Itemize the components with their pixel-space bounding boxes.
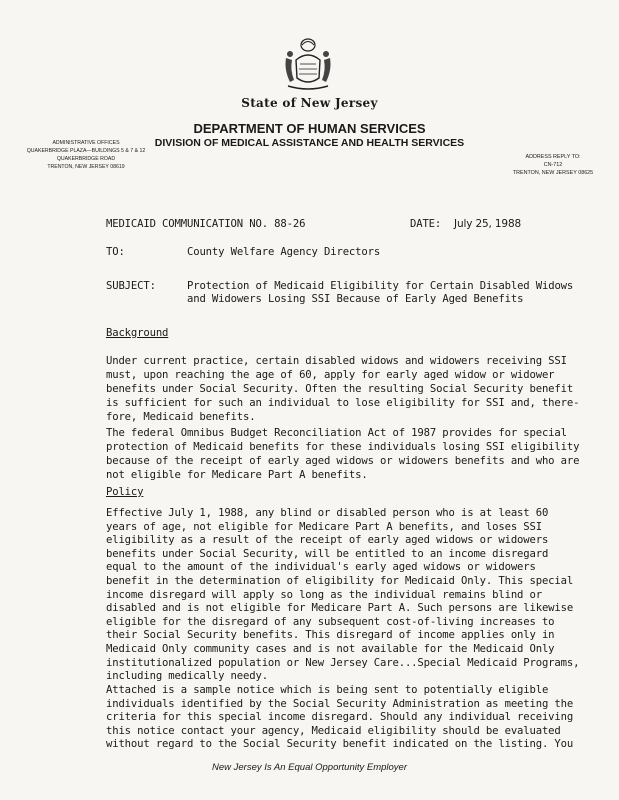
state-seal-icon <box>282 36 334 92</box>
administrative-offices-address: ADMINISTRATIVE OFFICES QUAKERBRIDGE PLAZA—BUILDINGS 5 & 7 & 12 QUAKERBRIDGE ROAD TRENTON, NEW JERSEY 08619 <box>26 140 146 170</box>
communication-number: MEDICAID COMMUNICATION NO. 88-26 <box>106 218 306 230</box>
date-value: July 25, 1988 <box>454 218 522 230</box>
reply-to-address: ADDRESS REPLY TO: CN-712 TRENTON, NEW JERSEY 08625 <box>512 154 594 176</box>
to-value: County Welfare Agency Directors <box>187 246 381 258</box>
background-paragraph-2: The federal Omnibus Budget Reconciliation Act of 1987 provides for special protection of Medicaid benefits for these individuals losing SSI eligibility because of the receipt of early aged widows or widowers benefits and who are not eligible for Medicare Part A benefits. <box>106 427 580 481</box>
policy-paragraph-2: Attached is a sample notice which is being sent to potentially eligible individuals identified by the Social Security Administration as meeting the criteria for this special income disregard. Should any individual receiving this notice contact your agency, Medicaid eligibility should be evaluated without regard to the Social Security benefit indicated on the listing. You <box>106 684 574 751</box>
subject-text: Protection of Medicaid Eligibility for Certain Disabled Widows and Widowers Losing SSI Because of Early Aged Benefits <box>187 280 574 305</box>
state-name: State of New Jersey <box>241 96 378 110</box>
date-label: DATE: <box>410 218 442 230</box>
policy-paragraph-1: Effective July 1, 1988, any blind or disabled person who is at least 60 years of age, not eligible for Medicare Part A benefits, and loses SSI eligibility as a result of the receipt of early aged widows or widowers benefits under Social Security, will be entitled to an income disregard equal to the amount of the individual's early aged widows or widowers benefit in the determination of eligibility for Medicaid Only. This special income disregard will apply so long as the individual remains blind or disabled and is not eligible for Medicare Part A. Such persons are likewise eligible for the disregard of any subsequent cost-of-living increases to their Social Security benefits. This disregard of income applies only in Medicaid Only community cases and is not available for the Medicaid Only institutionalized population or New Jersey Care...Special Medicaid Programs, including medically needy. <box>106 507 580 683</box>
policy-heading: Policy <box>106 486 144 498</box>
to-label: TO: <box>106 246 125 258</box>
background-heading: Background <box>106 327 169 339</box>
background-paragraph-1: Under current practice, certain disabled widows and widowers receiving SSI must, upon reaching the age of 60, apply for early aged widow or widower benefits under Social Security. Often the resulting Social Security benefit is sufficient for such an individual to lose eligibility for SSI and, there- fore, Medicaid benefits. <box>106 355 580 423</box>
department-name: DEPARTMENT OF HUMAN SERVICES <box>193 121 426 136</box>
subject-label: SUBJECT: <box>106 280 156 292</box>
equal-opportunity-footer: New Jersey Is An Equal Opportunity Employer <box>211 762 407 773</box>
division-name: DIVISION OF MEDICAL ASSISTANCE AND HEALTH SERVICES <box>154 137 465 149</box>
